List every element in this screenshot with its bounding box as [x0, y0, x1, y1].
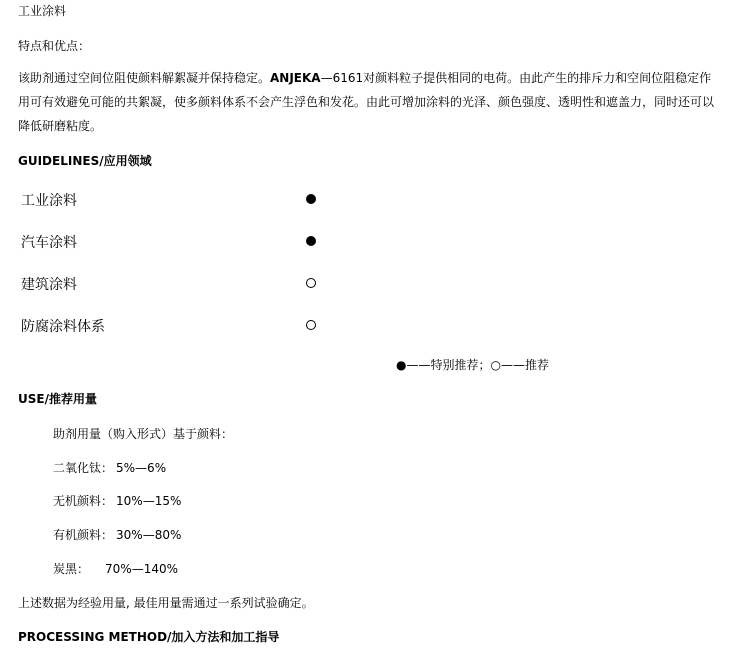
description-paragraph	[18, 66, 723, 138]
filled-circle-icon	[306, 194, 316, 204]
guidelines-heading: GUIDELINES/应用领域	[18, 154, 152, 168]
features-heading: 特点和优点：	[18, 39, 91, 53]
filled-circle-icon	[306, 236, 316, 246]
dosage-name: 二氧化钛：	[53, 461, 114, 475]
dosage-value: 30%—80%	[116, 528, 182, 542]
dosage-name: 炭黑：	[53, 562, 90, 576]
dosage-intro: 助剂用量（购入形式）基于颜料：	[53, 427, 234, 441]
dosage-value: 10%—15%	[116, 494, 182, 508]
use-heading: USE/推荐用量	[18, 392, 97, 406]
guideline-label: 工业涂料	[21, 193, 77, 209]
dosage-item	[53, 526, 181, 543]
guideline-label: 汽车涂料	[21, 235, 77, 251]
dosage-item	[53, 492, 181, 509]
page-title: 工业涂料	[18, 4, 67, 18]
hollow-circle-icon	[306, 320, 316, 330]
dosage-name: 无机颜料：	[53, 494, 114, 508]
legend: ●——特别推荐；○——推荐	[396, 358, 549, 372]
description-part2: —6161对颜料粒子提供相同的电荷。由此产生的排斥力和空间位阻稳定作用可有效避免可能的共絮凝，使多颜料体系不会产生浮色和发花。由此可增加涂料的光泽、颜色强度、透明性和遮盖力，同时还可以降低研磨粘度。	[18, 71, 715, 133]
hollow-circle-icon	[306, 278, 316, 288]
brand-name: ANJEKA	[270, 71, 321, 85]
guideline-label: 建筑涂料	[21, 277, 77, 293]
description-part1: 该助剂通过空间位阻使颜料解絮凝并保持稳定。	[18, 71, 271, 85]
guideline-label: 防腐涂料体系	[21, 319, 105, 335]
dosage-value: 70%—140%	[105, 562, 178, 576]
dosage-item	[53, 560, 178, 577]
dosage-value: 5%—6%	[116, 461, 167, 475]
processing-heading: PROCESSING METHOD/加入方法和加工指导	[18, 630, 280, 644]
dosage-name: 有机颜料：	[53, 528, 114, 542]
dosage-note: 上述数据为经验用量, 最佳用量需通过一系列试验确定。	[18, 596, 314, 610]
dosage-item	[53, 459, 166, 476]
